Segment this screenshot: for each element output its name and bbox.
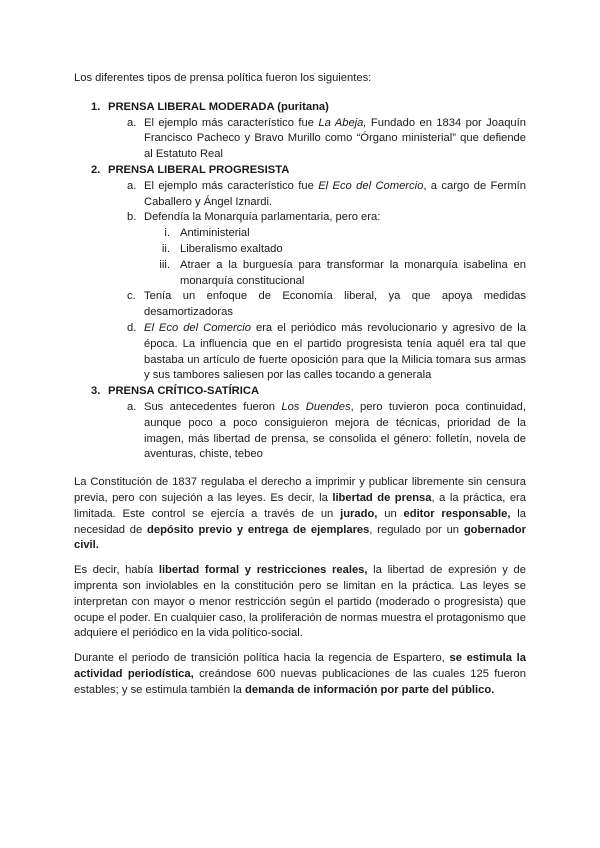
list-marker: a. (127, 116, 137, 129)
paragraph-constitution (74, 475, 526, 554)
paragraph-bold: demanda de información por parte del público. (245, 683, 495, 696)
sublist-text: Liberalismo exaltado (180, 242, 283, 255)
section-number: 3. (91, 385, 101, 398)
list-item (74, 321, 526, 384)
sublist-item (74, 226, 526, 242)
list-item (74, 289, 526, 321)
paragraph-text: la libertad de expresión y de imprenta son inviolables en la constitución pero se limitan en la práctica. Las leyes se interpretan con mayor o menor restricción según el partido (moderado o progresista) que ocupe el poder. En cualquier caso, la proliferación de normas muestra el protagonismo que adquiere el periódico en la vida político-social. (74, 564, 526, 640)
paragraph-text: , regulado por un (369, 523, 464, 536)
list-item (74, 116, 526, 163)
list-marker: d. (127, 321, 137, 334)
paragraph-text: Es decir, había (74, 564, 159, 577)
paragraph-espartero (74, 651, 526, 698)
item-text: , a cargo de Fermín Caballero y Ángel Iznardi. (144, 179, 526, 208)
sublist-marker: i. (164, 227, 170, 240)
paragraph-libertad (74, 563, 526, 642)
section-heading-3 (74, 384, 526, 400)
paragraph-text: la necesidad de (74, 507, 526, 536)
paragraph-bold: depósito previo y entrega de ejemplares (147, 523, 370, 536)
sublist-item (74, 258, 526, 290)
item-text: Defendía la Monarquía parlamentaria, pero era: (144, 211, 381, 224)
list-marker: a. (127, 179, 137, 192)
item-emphasis: El Eco del Comercio (144, 321, 251, 334)
list-item (74, 400, 526, 463)
section-number: 2. (91, 163, 101, 176)
section-heading-1 (74, 100, 526, 116)
item-text: El ejemplo más característico fue (144, 179, 319, 192)
section-heading-2 (74, 163, 526, 179)
paragraph-bold: libertad formal y restricciones reales, (158, 564, 368, 577)
item-text: Sus antecedentes fueron (144, 400, 282, 413)
paragraph-bold: jurado, (340, 507, 378, 520)
item-emphasis: Los Duendes (281, 400, 351, 413)
section-number: 1. (91, 100, 101, 113)
paragraph-text: creándose 600 nuevas publicaciones de las cuales 125 fueron estables; y se estimula también la (74, 667, 526, 696)
list-item (74, 210, 526, 226)
sublist-text: Atraer a la burguesía para transformar la monarquía isabelina en monarquía constitucional (180, 258, 526, 287)
item-text: El ejemplo más característico fue (144, 116, 319, 129)
paragraph-bold: gobernador civil. (74, 523, 526, 552)
sublist-marker: iii. (159, 258, 170, 271)
sublist-item (74, 242, 526, 258)
item-emphasis: La Abeja, (318, 116, 367, 129)
item-text: , pero tuvieron poca continuidad, aunque poco a poco consiguieron mejora de técnicas, prioridad de la imagen, más libertad de prensa, se consolida el género: folletín, novela de aventuras, chiste, tebeo (144, 400, 526, 461)
paragraph-bold: editor responsable, (403, 507, 511, 520)
list-item (74, 179, 526, 211)
section-title: PRENSA CRÍTICO-SATÍRICA (108, 385, 260, 398)
sublist-text: Antiministerial (180, 227, 250, 240)
list-marker: b. (127, 211, 137, 224)
item-text: Tenía un enfoque de Economía liberal, ya que apoya medidas desamortizadoras (144, 290, 526, 319)
item-text: Fundado en 1834 por Joaquín Francisco Pacheco y Bravo Murillo como “Órgano ministerial” que defiende al Estatuto Real (144, 116, 526, 161)
paragraph-text: Durante el periodo de transición política hacia la regencia de Espartero, (74, 652, 450, 665)
item-text: era el periódico más revolucionario y agresivo de la época. La influencia que en el partido progresista tenía aquél era tal que bastaba un artículo de fuerte oposición para que la Milicia tomara sus armas y sus tambores saliesen por las calles tocando a generala (144, 321, 526, 382)
section-title: PRENSA LIBERAL PROGRESISTA (108, 163, 290, 176)
paragraph-text: un (377, 507, 404, 520)
list-marker: a. (127, 400, 137, 413)
paragraph-bold: libertad de prensa (332, 491, 432, 504)
paragraph-text: La Constitución de 1837 regulaba el derecho a imprimir y publicar libremente sin censura previa, pero con sujeción a las leyes. Es decir, la (74, 476, 526, 504)
list-marker: c. (127, 290, 136, 303)
intro-text: Los diferentes tipos de prensa política fueron los siguientes: (74, 72, 372, 84)
section-title: PRENSA LIBERAL MODERADA (puritana) (108, 100, 329, 113)
sublist-marker: ii. (161, 242, 170, 255)
paragraph-bold: se estimula la actividad periodística, (74, 652, 526, 680)
paragraph-text: , a la práctica, era limitada. Este control se ejercía a través de un (74, 491, 526, 520)
item-emphasis: El Eco del Comercio (318, 179, 424, 192)
